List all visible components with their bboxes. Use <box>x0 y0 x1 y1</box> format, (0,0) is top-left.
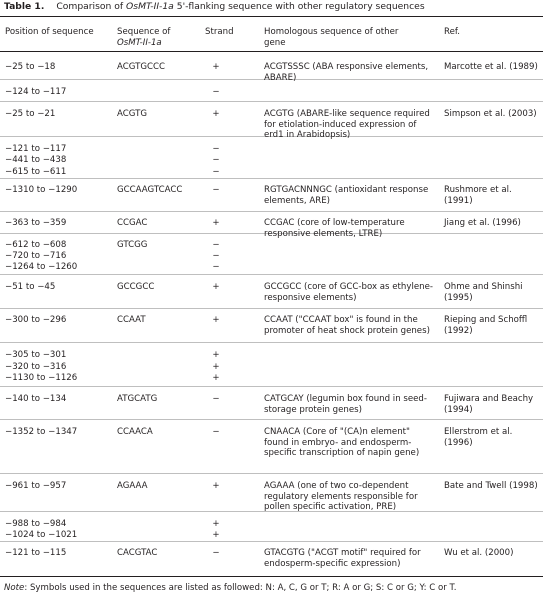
strand-cell: + <box>212 350 220 360</box>
sequence-cell: GCCAAGTCACC <box>117 185 183 195</box>
position-cell: −1130 to −1126 <box>5 373 78 383</box>
note-text: : Symbols used in the sequences are listed as followed: N: A, C, G or T; R: A or G; S: C or G; Y: C or T. <box>24 583 457 593</box>
ref-cell: Jiang et al. (1996) <box>444 218 521 228</box>
strand-cell: − <box>212 262 220 272</box>
position-cell: −124 to −117 <box>5 87 67 97</box>
homologous-cell: ACGTG (ABARE-like sequence required for etiolation-induced expression of erd1 in Arabidopsis) <box>264 109 430 141</box>
header-sequence-line2: OsMT-II-1a <box>117 37 162 48</box>
ref-cell: Rieping and Schoffl (1992) <box>444 315 528 336</box>
strand-cell: + <box>212 481 220 491</box>
ref-cell: Wu et al. (2000) <box>444 548 514 558</box>
sequence-cell: ACGTGCCC <box>117 62 165 72</box>
position-cell: −1310 to −1290 <box>5 185 78 195</box>
header-homologous-line2: gene <box>264 37 286 48</box>
row-separator <box>0 419 543 420</box>
strand-cell: + <box>212 519 220 529</box>
position-cell: −140 to −134 <box>5 394 67 404</box>
row-separator <box>0 308 543 309</box>
position-cell: −441 to −438 <box>5 155 67 165</box>
homologous-cell: CCGAC (core of low-temperature responsive elements, LTRE) <box>264 218 405 239</box>
position-cell: −1264 to −1260 <box>5 262 78 272</box>
position-cell: −121 to −115 <box>5 548 67 558</box>
bottom-rule <box>0 576 543 577</box>
row-separator <box>0 274 543 275</box>
position-cell: −25 to −18 <box>5 62 56 72</box>
ref-cell: Ohme and Shinshi (1995) <box>444 282 523 303</box>
ref-cell: Simpson et al. (2003) <box>444 109 537 119</box>
table-note <box>4 583 457 594</box>
row-separator <box>0 211 543 212</box>
position-cell: −961 to −957 <box>5 481 67 491</box>
strand-cell: + <box>212 373 220 383</box>
strand-cell: − <box>212 394 220 404</box>
homologous-cell: CCAAT ("CCAAT box" is found in the promoter of heat shock protein genes) <box>264 315 430 336</box>
sequence-cell: GCCGCC <box>117 282 155 292</box>
header-rule <box>0 51 543 52</box>
homologous-cell: GCCGCC (core of GCC-box as ethylene-responsive elements) <box>264 282 433 303</box>
row-separator <box>0 101 543 102</box>
homologous-cell: GTACGTG ("ACGT motif" required for endosperm-specific expression) <box>264 548 421 569</box>
header-position: Position of sequence <box>5 27 94 37</box>
strand-cell: + <box>212 282 220 292</box>
ref-cell: Ellerstrom et al. (1996) <box>444 427 513 448</box>
strand-cell: − <box>212 155 220 165</box>
header-homologous-line1: Homologous sequence of other <box>264 27 399 37</box>
header-homologous <box>264 27 398 48</box>
row-separator <box>0 473 543 474</box>
sequence-cell: CCAAT <box>117 315 146 325</box>
sequence-cell: CACGTAC <box>117 548 158 558</box>
sequence-cell: ATGCATG <box>117 394 158 404</box>
strand-cell: − <box>212 427 220 437</box>
row-separator <box>0 541 543 542</box>
position-cell: −121 to −117 <box>5 144 67 154</box>
ref-cell: Rushmore et al. (1991) <box>444 185 512 206</box>
top-rule <box>0 16 543 17</box>
table-title <box>4 1 425 13</box>
position-cell: −1024 to −1021 <box>5 530 78 540</box>
row-separator <box>0 178 543 179</box>
note-label: Note <box>4 583 25 593</box>
position-cell: −25 to −21 <box>5 109 56 119</box>
position-cell: −1352 to −1347 <box>5 427 78 437</box>
strand-cell: + <box>212 62 220 72</box>
homologous-cell: RGTGACNNNGC (antioxidant response elements, ARE) <box>264 185 429 206</box>
strand-cell: − <box>212 144 220 154</box>
title-prefix: Comparison of <box>56 1 127 12</box>
header-sequence <box>117 27 170 48</box>
position-cell: −51 to −45 <box>5 282 56 292</box>
position-cell: −615 to −611 <box>5 167 67 177</box>
strand-cell: + <box>212 218 220 228</box>
title-gene: OsMT-II-1a <box>126 1 174 12</box>
header-ref: Ref. <box>444 27 461 37</box>
position-cell: −320 to −316 <box>5 362 67 372</box>
row-separator <box>0 386 543 387</box>
strand-cell: + <box>212 362 220 372</box>
strand-cell: − <box>212 548 220 558</box>
sequence-cell: AGAAA <box>117 481 148 491</box>
strand-cell: + <box>212 109 220 119</box>
title-suffix: 5'-flanking sequence with other regulatory sequences <box>173 1 425 12</box>
homologous-cell: ACGTSSSC (ABA responsive elements, ABARE) <box>264 62 429 83</box>
position-cell: −305 to −301 <box>5 350 67 360</box>
strand-cell: − <box>212 185 220 195</box>
strand-cell: − <box>212 251 220 261</box>
header-sequence-line1: Sequence of <box>117 27 171 37</box>
position-cell: −720 to −716 <box>5 251 67 261</box>
position-cell: −363 to −359 <box>5 218 67 228</box>
strand-cell: − <box>212 167 220 177</box>
sequence-cell: ACGTG <box>117 109 147 119</box>
header-strand: Strand <box>205 27 234 37</box>
homologous-cell: AGAAA (one of two co-dependent regulatory elements responsible for pollen specific activation, PRE) <box>264 481 418 513</box>
row-separator <box>0 342 543 343</box>
homologous-cell: CNAACA (Core of "(CA)n element" found in embryo- and endosperm-specific transcription of napin gene) <box>264 427 420 459</box>
position-cell: −612 to −608 <box>5 240 67 250</box>
ref-cell: Bate and Twell (1998) <box>444 481 538 491</box>
ref-cell: Fujiwara and Beachy (1994) <box>444 394 534 415</box>
sequence-cell: CCGAC <box>117 218 148 228</box>
sequence-cell: GTCGG <box>117 240 148 250</box>
position-cell: −300 to −296 <box>5 315 67 325</box>
sequence-cell: CCAACA <box>117 427 153 437</box>
strand-cell: + <box>212 530 220 540</box>
strand-cell: − <box>212 240 220 250</box>
strand-cell: + <box>212 315 220 325</box>
homologous-cell: CATGCAY (legumin box found in seed-storage protein genes) <box>264 394 427 415</box>
position-cell: −988 to −984 <box>5 519 67 529</box>
table-label: Table 1. <box>4 1 45 12</box>
strand-cell: − <box>212 87 220 97</box>
ref-cell: Marcotte et al. (1989) <box>444 62 538 72</box>
